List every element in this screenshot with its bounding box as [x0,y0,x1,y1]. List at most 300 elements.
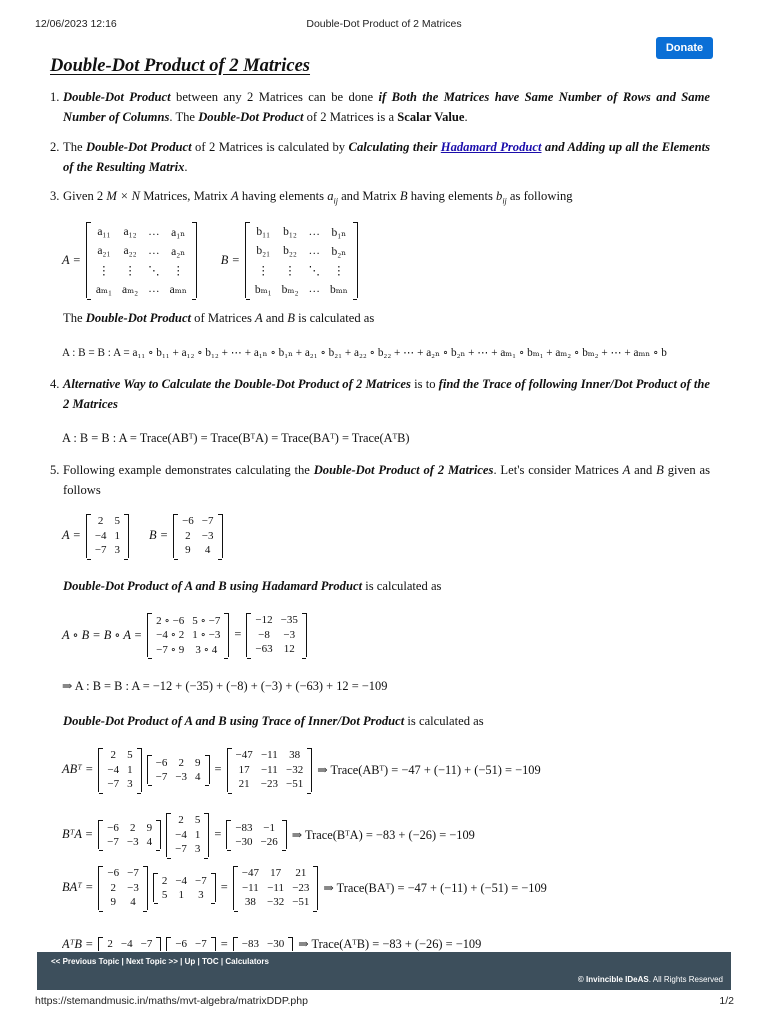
matrix-table [103,937,156,952]
term-double-dot-product: Double-Dot Product [198,109,304,124]
matrix-cell: −8 [258,628,270,641]
hadamard-sum: ⇒ A : B = B : A = −12 + (−35) + (−8) + (−3) + (−63) + 12 = −109 [62,679,388,693]
text: Double-Dot Product of [63,579,185,593]
matrix-cell: −4 [107,763,120,776]
matrix-cell: 21 [238,778,250,791]
ddp-calc-intro [50,309,710,329]
matrix-cell: −7 [94,544,107,557]
matrix-cell: −7 ∘ 9 [156,643,185,656]
hadamard-product-link[interactable]: Hadamard Product [440,140,542,154]
matrix-cell: 5 [114,515,121,528]
matrix-cell: −83 [241,938,259,950]
matrix-cell: aₘ₂ [121,283,139,296]
list-item-5 [50,461,710,500]
up-link[interactable]: Up [184,957,196,966]
matrix-cell: 1 [194,828,201,841]
toc-link[interactable]: TOC [201,957,219,966]
item-number: 4. [50,377,60,391]
math-label: ABᵀ = [62,762,94,777]
matrix-table [103,866,142,910]
matrix-cell: 2 [107,938,113,950]
matrix-row [103,748,136,763]
matrix-row [178,529,217,544]
text: and Matrix [337,189,400,203]
math-label: AᵀB = [62,936,94,951]
matrix-row [91,543,124,558]
matrix-bat-result [233,866,319,910]
matrix-cell: −11 [267,881,284,894]
atb-equation-partial [62,936,486,952]
list-item-3 [50,187,710,207]
math-inline: B [399,189,408,203]
trace-intro [50,712,710,732]
item-number: 5. [50,463,60,477]
matrix-cell: … [308,225,320,238]
matrix-row [251,628,301,643]
text: . [184,159,188,174]
matrix-cell: b₂₁ [256,244,271,257]
matrix-cell: 4 [195,771,201,783]
matrix-cell: b₁ₙ [331,226,347,239]
matrix-cell: 12 [283,643,295,656]
previous-topic-link[interactable]: << Previous Topic [51,957,120,966]
separator: | [195,957,202,966]
matrix-cell: 3 [198,889,204,901]
matrix-table [171,937,210,952]
text: and [630,463,657,477]
matrix-cell: 38 [244,896,256,909]
term-scalar-value: Scalar Value [397,109,465,124]
matrix-table [178,514,217,558]
text: Alternative Way to Calculate the Double-Dot Product of 2 Matrices [63,377,411,391]
matrix-table [103,820,156,849]
matrix-row [171,842,204,857]
print-footer [0,995,768,1009]
matrix-cell: −35 [280,614,298,627]
matrix-cell: −47 [241,867,259,880]
matrix-row [91,222,192,241]
matrix-cell: 17 [270,867,282,880]
matrix-row [158,888,211,903]
trace-result: ⇒ Trace(BAᵀ) = −47 + (−11) + (−51) = −109 [323,880,547,895]
matrix-row [103,937,156,952]
matrix-row [171,937,210,952]
matrix-row [91,241,192,260]
matrix-cell: −3 [283,628,296,641]
general-matrices [62,222,363,298]
matrix-row [251,613,301,628]
matrix-a [98,748,141,792]
matrix-cell: −3 [127,881,139,894]
matrix-cell: 1 [127,763,133,776]
text: . Let's consider Matrices [493,463,623,477]
site-footer-bar [37,952,731,990]
matrix-cell: … [148,282,160,295]
math-inline: A [622,463,631,477]
text: . [464,109,468,124]
matrix-cell: ⋱ [308,264,320,277]
list-item-4 [50,375,710,414]
matrix-cell: −23 [292,881,310,894]
matrix-row [103,763,136,778]
matrix-row [103,777,136,792]
matrix-cell: aₘ₁ [95,283,112,296]
matrix-cell: −47 [235,749,253,762]
text: of Matrices [191,311,256,325]
math-inline: M × N [106,189,141,203]
matrix-cell: 2 [178,756,184,769]
matrix-cell: ⋮ [98,264,110,277]
matrix-row [250,222,353,241]
matrix-cell: … [148,244,160,257]
math-inline: B [287,311,295,325]
matrix-a-transpose [153,873,216,902]
matrix-table [158,873,211,902]
matrix-row [152,628,224,643]
item-number: 3. [50,189,60,203]
matrix-row [171,813,204,828]
item-number: 2. [50,140,60,154]
math-inline: b [496,189,503,203]
matrix-row [103,881,142,896]
matrix-cell: a₁₂ [123,225,137,238]
math-inline: A [231,189,239,203]
matrix-cell: 5 ∘ −7 [192,614,221,627]
separator: | [119,957,127,966]
calculators-link[interactable]: Calculators [225,957,269,966]
text: and [262,311,288,325]
matrix-cell: 5 [161,889,168,901]
matrix-cell: 2 [185,529,191,542]
matrix-cell: −3 [175,771,188,783]
matrix-row [103,835,156,850]
matrix-cell: 3 ∘ 4 [195,643,218,656]
math-label: A = [62,252,81,267]
condition-text: if Both the Matrices have Same Number of Rows and Same Number of Columns [63,90,710,124]
text: Given 2 [63,189,107,203]
text: and [192,579,219,593]
matrix-cell: … [308,282,320,295]
matrix-cell: 2 [178,814,184,827]
matrix-cell: −23 [260,778,278,791]
matrix-cell: 3 [194,843,201,856]
matrix-hadamard-terms [147,613,229,657]
print-date: 12/06/2023 12:16 [35,18,117,30]
matrix-hadamard-result [246,613,306,657]
equals-sign: = [214,827,222,842]
donate-button[interactable]: Donate [656,37,713,59]
matrix-row [103,895,142,910]
matrix-cell: −30 [235,836,253,848]
equals-sign: = [220,936,228,951]
matrix-table [152,613,224,657]
matrix-general-a [86,222,197,298]
matrix-row [152,755,205,770]
term-double-dot-product: Double-Dot Product [63,90,171,104]
matrix-cell: 2 [130,821,136,834]
matrix-row [238,866,314,881]
trace-result: ⇒ Trace(AᵀB) = −83 + (−26) = −109 [298,937,482,951]
matrix-row [91,514,124,529]
matrix-cell: ⋮ [333,264,345,277]
matrix-cell: 2 [97,515,104,528]
matrix-row [232,748,308,763]
math-inline: B [218,714,227,728]
trace-result: ⇒ Trace(BᵀA) = −83 + (−26) = −109 [291,827,475,842]
matrix-a [166,813,209,857]
matrix-cell: −1 [263,821,276,834]
math-label: B = [149,528,169,543]
matrix-cell: −83 [235,821,253,834]
matrix-row [91,529,124,544]
item-number: 1. [50,90,60,104]
matrix-cell: −7 [127,867,139,880]
matrix-cell: bₘ₂ [281,283,299,296]
text: using Hadamard Product [226,579,363,593]
matrix-cell: ⋮ [284,264,296,277]
text: Following example demonstrates calculating the [63,463,314,477]
print-doc-title: Double-Dot Product of 2 Matrices [306,18,462,30]
matrix-row [152,770,205,785]
math-inline: A [255,311,263,325]
math-inline: a [327,189,334,203]
matrix-general-b [245,222,358,298]
matrix-cell: −7 [107,836,119,848]
math-inline: B [656,463,664,477]
matrix-cell: 2 [110,881,116,894]
matrix-row [158,873,211,888]
matrix-cell: ⋮ [257,264,269,277]
list-item-1 [50,88,710,127]
matrix-row [232,777,308,792]
matrix-cell: −32 [285,763,304,776]
matrix-cell: 4 [146,836,153,848]
matrix-cell: bₘₙ [329,283,348,296]
matrix-table [231,820,281,849]
matrix-cell: … [148,225,160,238]
matrix-row [238,937,288,952]
print-page-number: 1/2 [719,995,734,1007]
matrix-row [91,279,192,298]
matrix-example-a [86,514,129,558]
text: of 2 Matrices is a [303,109,398,124]
matrix-b [166,937,215,952]
matrix-example-b [173,514,222,558]
matrix-atb-result [233,937,293,952]
matrix-cell: 1 ∘ −3 [192,629,221,642]
matrix-cell: −6 [155,756,168,769]
matrix-cell: −7 [195,938,207,950]
matrix-row [103,820,156,835]
matrix-cell: −11 [260,749,278,762]
matrix-cell: −12 [255,614,273,627]
text: having elements [238,189,328,203]
text: is calculated as [404,714,484,728]
matrix-cell: −4 [94,529,107,542]
matrix-row [103,866,142,881]
matrix-cell: 3 [114,544,121,557]
abt-equation [62,748,546,792]
matrix-b [98,866,147,910]
example-matrices [62,514,228,558]
matrix-row [171,828,204,843]
matrix-row [232,763,308,778]
matrix-cell: −11 [260,763,278,776]
next-topic-link[interactable]: Next Topic >> [126,957,178,966]
matrix-row [250,260,353,279]
matrix-cell: −6 [107,821,119,834]
math-inline: A [184,714,193,728]
math-inline: A [184,579,193,593]
copyright [578,975,723,984]
matrix-cell: 2 [161,874,168,887]
matrix-table [238,866,314,910]
matrix-cell: b₂ₙ [331,245,347,258]
separator: | [218,957,226,966]
matrix-cell: 1 [178,889,184,901]
math-inline: B [218,579,227,593]
list-item-2 [50,138,710,177]
matrix-cell: 9 [146,821,153,834]
matrix-cell: bₘ₁ [254,283,272,296]
text: Calculating their [348,140,441,154]
matrix-b-transpose [98,820,161,849]
text: . The [169,109,199,124]
matrix-cell: a₂₂ [123,244,137,257]
text: Double-Dot Product of 2 Matrices [313,463,494,477]
matrix-row [178,543,217,558]
matrix-cell: a₂ₙ [171,245,186,258]
matrix-cell: −51 [285,778,304,791]
matrix-cell: 4 [204,544,211,557]
matrix-cell: −7 [175,843,187,856]
math-label: B = [220,252,240,267]
copyright-rest: . All Rights Reserved [648,975,723,984]
matrix-row [238,881,314,896]
matrix-cell: 9 [185,544,191,557]
matrix-cell: ⋮ [172,264,184,277]
matrix-cell: 21 [295,867,307,880]
math-label: BAᵀ = [62,880,94,895]
hadamard-equation [62,613,312,657]
matrix-cell: −6 [107,867,120,880]
matrix-cell: −4 [120,938,133,950]
text: The [63,311,86,325]
matrix-cell: −26 [260,836,278,848]
matrix-row [152,613,224,628]
equals-sign: = [214,762,222,777]
matrix-cell: −4 [175,874,188,887]
matrix-cell: 5 [127,749,133,762]
matrix-cell: a₁ₙ [171,226,186,239]
matrix-cell: −6 [175,938,188,950]
math-label: A = [62,528,81,543]
text: given as follows [63,463,710,497]
text: and [192,714,219,728]
page-title: Double-Dot Product of 2 Matrices [50,56,311,76]
matrix-cell: a₁₁ [97,225,111,238]
matrix-cell: 3 [127,778,133,791]
text: as following [506,189,573,203]
text: is calculated as [362,579,442,593]
matrix-cell: −51 [292,896,310,909]
matrix-cell: −7 [195,874,207,887]
footer-nav [51,957,269,966]
matrix-cell: aₘₙ [169,283,187,296]
matrix-cell: 17 [238,763,250,776]
matrix-row [251,642,301,657]
matrix-table [152,755,205,784]
text: Matrices, Matrix [140,189,231,203]
matrix-table [103,748,136,792]
matrix-cell: ⋱ [148,264,160,277]
matrix-table [232,748,308,792]
matrix-cell: … [308,244,320,257]
matrix-cell: −6 [182,515,194,528]
matrix-cell: −3 [126,836,139,848]
matrix-cell: b₁₁ [256,225,271,238]
text: of 2 Matrices is calculated by [191,140,349,154]
matrix-cell: −7 [155,771,168,783]
equals-sign: = [220,880,228,895]
matrix-cell: 5 [194,814,201,827]
equals-sign: = [234,627,242,642]
matrix-table [171,813,204,857]
matrix-cell: −32 [266,896,285,909]
matrix-table [250,222,353,298]
term-double-dot-product: Double-Dot Product [86,140,192,154]
trace-formula: A : B = B : A = Trace(ABᵀ) = Trace(BᵀA) = Trace(BAᵀ) = Trace(AᵀB) [62,431,410,445]
matrix-cell: −7 [140,938,153,950]
matrix-b-transpose [147,755,210,784]
matrix-table [251,613,301,657]
matrix-row [250,241,353,260]
text: find the Trace of following Inner/Dot Product of the 2 Matrices [63,377,710,411]
matrix-cell: −63 [255,643,273,656]
hadamard-intro [50,577,710,597]
matrix-cell: −4 [175,828,187,841]
matrix-cell: ⋮ [124,264,136,277]
matrix-cell: 2 [110,749,116,762]
matrix-cell: −4 ∘ 2 [156,629,185,642]
matrix-table [238,937,288,952]
matrix-row [250,279,353,298]
text: The [63,140,87,154]
matrix-cell: −7 [201,515,214,528]
matrix-cell: b₁₂ [283,225,297,238]
matrix-bta-result [226,820,286,849]
bat-equation [62,866,552,910]
math-label: BᵀA = [62,827,94,842]
matrix-table [91,222,192,298]
matrix-cell: −7 [107,778,120,791]
separator: | [177,957,185,966]
text: and Adding up all the Elements of the Resulting Matrix [63,140,711,174]
math-subscript: ij [333,196,338,206]
text: between any 2 Matrices can be done [170,90,379,104]
matrix-cell: −11 [241,881,259,894]
print-url: https://stemandmusic.in/maths/mvt-algebra/matrixDDP.php [35,995,308,1007]
matrix-cell: a₂₁ [97,244,111,257]
matrix-cell: 9 [110,896,116,909]
bta-equation [62,813,480,857]
matrix-row [178,514,217,529]
matrix-row [91,260,192,279]
matrix-cell: b₂₂ [283,244,297,257]
text: is to [410,377,439,391]
matrix-cell: 1 [114,529,121,542]
matrix-row [231,835,281,850]
